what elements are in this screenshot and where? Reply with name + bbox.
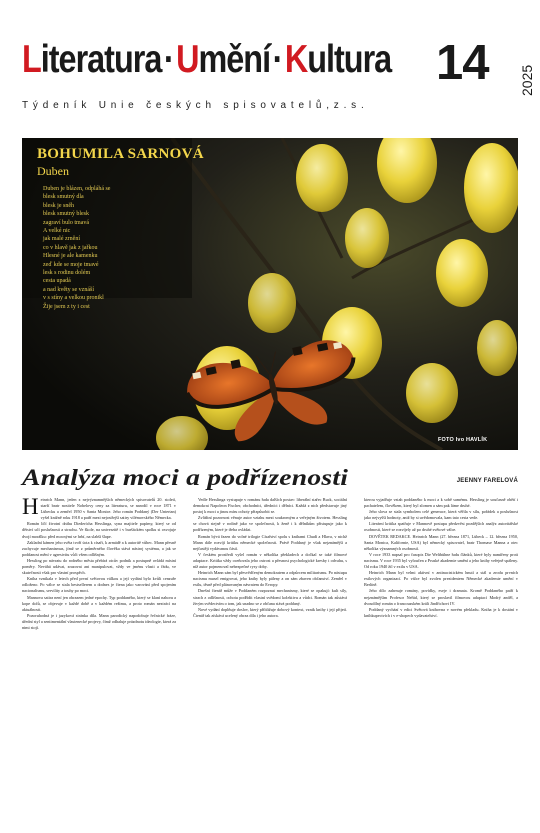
- poem-line: Hlesné je ale kamenku: [43, 253, 98, 260]
- article-paragraph: Zakladní kámen jeho světa tvoří úcta k císaři, k armádě a k autoritě vůbec. Mann přesně zachycuje mechanismus, jímž se z průměrného člověka stává nástroj systému, a jak se poddanost mění v agresivitu vůči všem odlišným.: [22, 539, 176, 557]
- masthead-separator: ·: [272, 38, 283, 81]
- masthead-separator: ·: [163, 38, 174, 81]
- poem-author: BOHUMILA SARNOVÁ: [37, 146, 204, 162]
- article-paragraph: Literární kritika spatřuje v Mannově postupu předzvěst pozdějších analýz autoritářské osobnosti, které se rozvíjely až po druhé světové válce.: [364, 521, 518, 533]
- article-paragraph: Jeho dílo zahrnuje romány, povídky, eseje i dramata. Kromě Poddaného patří k nejznámějším Profesor Neřád, který se proslavil filmovou adaptací Modrý anděl, a dvoudílný román o francouzském králi Jindřichovi IV.: [364, 588, 518, 606]
- poem-line: co v hlavě jak z jařkou: [43, 244, 98, 251]
- article-paragraph: Poddaný vychází v edici Světová knihovna v novém překladu. Kniha je k dostání v knihkupectvích i v e-shopech vydavatelství.: [364, 606, 518, 618]
- masthead-title: [22, 40, 391, 79]
- article-paragraph: Hessling po návratu do rodného města přebírá otcův podnik a postupně ovládá místní poměry. Neváhá udávat, zrazovat ani manipulovat, vždy ve jménu vlasti a řádu, ve skutečnosti však pro vlastní prospěch.: [22, 557, 176, 576]
- poem-line: a nad květy se vznáší: [43, 286, 94, 293]
- cover-photo: [22, 138, 518, 450]
- article-column-3: [364, 497, 518, 823]
- article-byline: JEENNY FARELOVÁ: [456, 478, 518, 484]
- photo-credit: FOTO Ivo HAVLÍK: [438, 437, 488, 443]
- poem-line: lesk s rodinu dolém: [43, 270, 91, 277]
- poem-line: Duben je blázen, odpláhá se: [43, 186, 111, 192]
- masthead-word-1: iteratura: [40, 38, 162, 81]
- article-paragraph: Zvláštní pozornost věnuje autor vztahu mezi soukromým a veřejným životem. Hessling se chová stejně v rodině jako ve společnosti, k ženě i k dělníkům přistupuje jako k podřízeným, které je třeba ovládat.: [193, 515, 347, 533]
- paragraph-text: einrich Mann, jeden z nejvýznamnějších německých spisovatelů 20. století, starší bratr nositele Nobelovy ceny za literaturu, se narodil v roce 1871 v Lübecku a zemřel 1950 v Santa Monice. Jeho román Poddaný (Der Untertan) vyšel knižně roku 1918 a patří mezi nejostřejší satiry vilémovského Německa.: [40, 497, 176, 521]
- masthead-word-2: mění: [198, 38, 271, 81]
- poem-line: blesk smutný dla: [43, 194, 84, 201]
- article-paragraph: DOVĚTEK REDAKCE. Heinrich Mann (27. března 1871, Lübeck – 12. března 1950, Santa Monica, Kalifornie, USA) byl německý spisovatel, bratr Thomase Manna a otec několika významných osobností.: [364, 533, 518, 551]
- article-paragraph: V roce 1933 napsal pro časopis Die Weltbühne řadu článků, které byly namířeny proti nacismu. V roce 1935 byl vyloučen z Pruské akademie umění a jeho knihy veřejně spáleny. Od roku 1940 žil v exilu v USA.: [364, 551, 518, 570]
- masthead: [22, 36, 535, 115]
- masthead-cap-1: L: [22, 38, 41, 81]
- article-paragraph: Mannova satira není jen obrazem jedné epochy. Typ poddaného, který se klaní nahoru a kope dolů, se objevuje v každé době a v každém režimu, a proto román neztrácí na aktuálnosti.: [22, 594, 176, 612]
- article-paragraph: Heinrich Mann byl velmi aktivní v antinacistickém hnutí a stál u zrodu prvních exilových organizací. Po válce byl zvolen prezidentem Německé akademie umění v Berlíně.: [364, 570, 518, 588]
- poem-line: jak malé zrnění: [43, 236, 80, 243]
- poem-line: blesk je sněh: [43, 202, 74, 209]
- masthead-cap-3: K: [284, 38, 308, 81]
- poem-line: zeď kde se moje tmavé: [43, 261, 99, 268]
- poem-line: Žije jsem z ty i cest: [43, 303, 90, 310]
- article-paragraph: Pozoruhodná je i jazyková stránka díla. Mann parodický napodobuje řečnické fráze, úřední styl a sentimentální vlastenecké projevy, čímž odhaluje prázdnotu ideologie, která za nimi stojí.: [22, 612, 176, 630]
- poem-line: A velké nic: [43, 228, 71, 235]
- article-paragraph: Román bývá řazen do volné trilogie Císařství spolu s knihami Chudí a Hlava, v nichž Mann dále rozvíjí kritiku německé společnosti. Právě Poddaný je však nejznámější a nejčastěji vydávanou částí.: [193, 533, 347, 551]
- poem-line: blesk smutný blesk: [43, 211, 89, 218]
- article-paragraph: Román líčí životní dráhu Diederícha Hesslinga, syna majitele papírny, který se od dětství učí poslušnosti a strachu. Ve škole, na univerzitě i v buršáckém spolku si osvojuje dvojí morálku: před mocnými se hrbí, na slabší šlape.: [22, 521, 176, 539]
- article-body: [22, 497, 518, 823]
- drop-cap: H: [22, 497, 39, 519]
- article-paragraph: Kniha vznikala v letech před první světovou válkou a její vydání bylo kvůli cenzuře odloženo. Po válce se stala bestsellerem a dodnes je čtena jako varování před spojením nacionalismu, servility a touhy po moci.: [22, 576, 176, 594]
- article-column-2: [193, 497, 347, 823]
- article-paragraph: Vedle Hesslinga vystupuje v románu řada dalších postav: liberální stařec Buck, sociální demokrat Napoleon Fischer, obchodníci, úředníci i dělníci. Každá z nich představuje jiný postoj k moci a jinou míru ochoty přizpůsobit se.: [193, 497, 347, 515]
- poem-line: zagraví bulo tmavá: [43, 219, 89, 226]
- article-paragraph: V českém prostředí vyšel román v několika překladech a dočkal se také filmové adaptace. Kritika vždy oceňovala jeho ostrost a přesnost psychologické kresby i odvahu, s níž autor pojmenoval nebezpečné rysy doby.: [193, 551, 347, 570]
- article-paragraph: [22, 497, 176, 521]
- tagline: Týdeník Unie českých spisovatelů,z.s.: [22, 100, 369, 111]
- article-paragraph: Nové vydání doplňuje doslov, který přibližuje dobový kontext, vznik knihy i její přijetí. Čtenář tak získává ucelený obraz díla i jeho autora.: [193, 606, 347, 618]
- masthead-word-3: ultura: [307, 38, 392, 81]
- poem-line: cesta upadá: [43, 278, 71, 285]
- article-paragraph: Heinrich Mann sám byl přesvědčeným demokratem a odpůrcem militarismu. Po nástupu nacismu musel emigrovat, jeho knihy byly páleny a on sám zbaven občanství. Zemřel v exilu, těsně před plánovaným návratem do Evropy.: [193, 570, 347, 588]
- article-paragraph: Jeho slova se stala symbolem celé generace, která věřila v sílu, pořádek a poslušnost jako nejvyšší hodnoty, aniž by si uvědomovala, kam tato cesta vede.: [364, 509, 518, 521]
- article-headline: Analýza moci a podřízenosti: [22, 465, 349, 490]
- article-paragraph: kterou vyjadřuje vztah poddaného k moci a k sobě samému. Hessling je současně obětí i pachatelem, člověkem, který byl zlomen a sám pak láme druhé.: [364, 497, 518, 509]
- poem-text: [43, 185, 183, 311]
- issue-number: 14: [436, 36, 489, 90]
- poem-title: Duben: [37, 164, 69, 178]
- issue-year: 2025: [519, 64, 535, 96]
- article-column-1: [22, 497, 176, 823]
- article-paragraph: Dnešní čtenář může v Poddaném rozpoznat mechanismy, které se opakují: kult síly, strach z odlišnosti, ochotu podřídit vlastní svědomí kolektivu a vůdci. Román tak zůstává živým svědectvím o tom, jak snadno se z občana stává poddaný.: [193, 588, 347, 606]
- masthead-cap-2: U: [176, 38, 199, 81]
- poem-line: v s stíny a velkou pronikl: [43, 295, 104, 302]
